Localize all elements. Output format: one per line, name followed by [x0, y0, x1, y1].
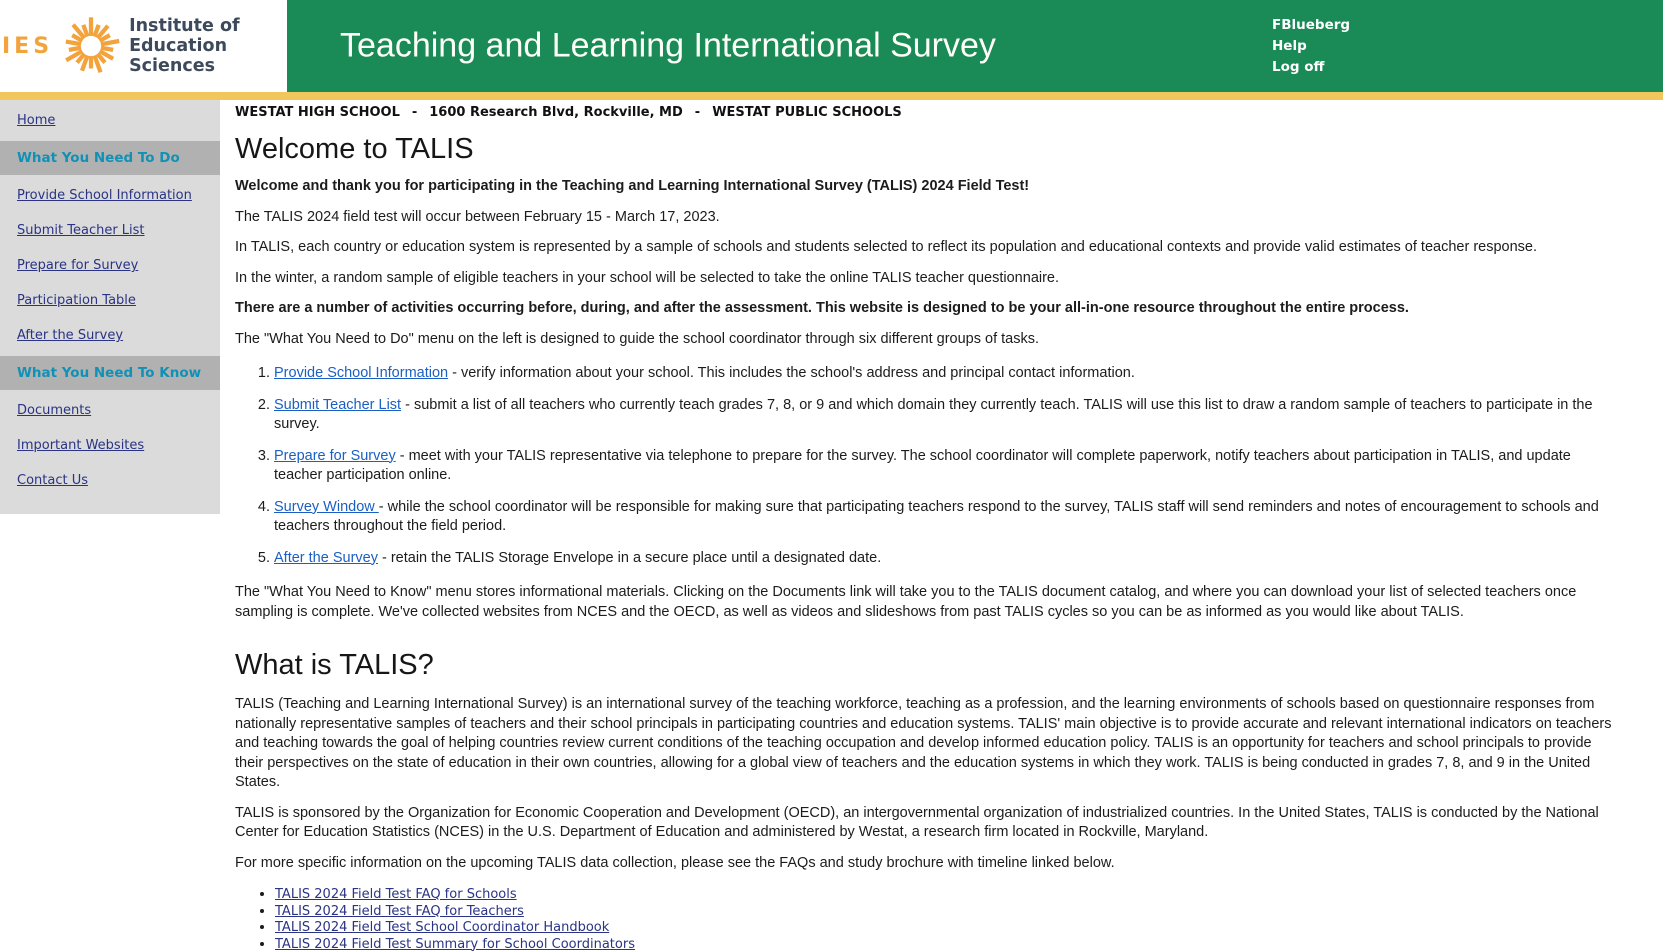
school-address: 1600 Research Blvd, Rockville, MD — [429, 105, 683, 120]
task-item — [274, 447, 1620, 486]
intro-paragraph-2: The TALIS 2024 field test will occur between February 15 - March 17, 2023. — [235, 208, 1620, 228]
page-title: Teaching and Learning International Survey — [340, 27, 996, 66]
school-banner — [235, 105, 1620, 120]
ies-org-line2: Education Sciences — [129, 36, 227, 76]
welcome-heading: Welcome to TALIS — [235, 133, 1620, 166]
what-is-talis-heading: What is TALIS? — [235, 649, 1620, 682]
what-is-paragraph-1: TALIS (Teaching and Learning International Survey) is an international survey of the teaching workforce, teaching as a profession, and the learning environments of schools based on questionnaire responses from nationally representative samples of teachers and their school principals in participating countries and education systems. TALIS' main objective is to provide accurate and relevant international indicators on teachers and teaching towards the goal of helping countries review current conditions of the teaching occupation and develop informed education policy. TALIS is an opportunity for teachers and school principals to provide their perspectives on the state of education in their own countries, allowing for a global view of teachers and the education systems in which they work. TALIS is being conducted in grades 7, 8, and 9 in the United States. — [235, 695, 1620, 793]
header-band — [287, 0, 1663, 92]
school-district: WESTAT PUBLIC SCHOOLS — [712, 105, 902, 120]
ies-sunburst-icon — [60, 15, 122, 77]
main-content — [235, 100, 1620, 952]
task-text: - submit a list of all teachers who currently teach grades 7, 8, or 9 and which domain they currently teach. TALIS will use this list to draw a random sample of teachers to participate in the survey. — [274, 397, 1593, 433]
ies-acronym-text: IES — [2, 34, 53, 59]
sidebar-item-home[interactable]: Home — [0, 103, 220, 138]
app-header — [0, 0, 1663, 92]
intro-paragraph-6: The "What You Need to Do" menu on the left is designed to guide the school coordinator through six different groups of tasks. — [235, 330, 1620, 350]
task-link-prepare-for-survey[interactable]: Prepare for Survey — [274, 448, 396, 464]
intro-paragraph-3: In TALIS, each country or education system is represented by a sample of schools and students selected to reflect its population and educational contexts and provide valid estimates of teacher response. — [235, 238, 1620, 258]
task-list — [235, 364, 1620, 568]
ies-org-name — [129, 16, 287, 76]
task-text: - verify information about your school. This includes the school's address and principal contact information. — [448, 365, 1135, 381]
intro-paragraph-1: Welcome and thank you for participating in the Teaching and Learning International Survey (TALIS) 2024 Field Test! — [235, 177, 1620, 197]
sidebar-item-important-websites[interactable]: Important Websites — [0, 428, 220, 463]
task-item — [274, 549, 1620, 569]
doc-link-faq-for-schools[interactable]: TALIS 2024 Field Test FAQ for Schools — [275, 887, 517, 902]
banner-separator: - — [695, 105, 700, 120]
accent-divider — [0, 92, 1663, 100]
sidebar-item-participation-table[interactable]: Participation Table — [0, 283, 220, 318]
task-item — [274, 498, 1620, 537]
help-link[interactable]: Help — [1272, 36, 1350, 57]
sidebar-item-contact-us[interactable]: Contact Us — [0, 463, 220, 498]
know-paragraph: The "What You Need to Know" menu stores informational materials. Clicking on the Documents link will take you to the TALIS document catalog, and where you can download your list of selected teachers once sampling is complete. We've collected websites from NCES and the OECD, as well as videos and slideshows from past TALIS cycles so you can be as informed as you would like about TALIS. — [235, 583, 1620, 622]
document-list-item — [275, 936, 1620, 952]
sidebar-item-documents[interactable]: Documents — [0, 393, 220, 428]
ies-logo[interactable] — [0, 0, 287, 92]
task-link-survey-window[interactable]: Survey Window — [274, 499, 379, 515]
sidebar-section-what-you-need-to-do: What You Need To Do — [0, 141, 220, 175]
what-is-paragraph-3: For more specific information on the upcoming TALIS data collection, please see the FAQs and study brochure with timeline linked below. — [235, 854, 1620, 874]
task-item — [274, 364, 1620, 384]
sidebar-nav — [0, 100, 220, 514]
document-list-item — [275, 903, 1620, 920]
logoff-link[interactable]: Log off — [1272, 57, 1350, 78]
task-link-provide-school-information[interactable]: Provide School Information — [274, 365, 448, 381]
sidebar-item-prepare-for-survey[interactable]: Prepare for Survey — [0, 248, 220, 283]
task-text: - while the school coordinator will be responsible for making sure that participating teachers respond to the survey, TALIS staff will send reminders and notes of encouragement to schools and teachers throughout the field period. — [274, 499, 1599, 535]
task-link-submit-teacher-list[interactable]: Submit Teacher List — [274, 397, 401, 413]
what-is-paragraph-2: TALIS is sponsored by the Organization for Economic Cooperation and Development (OECD), an intergovernmental organization of industrialized countries. In the United States, TALIS is conducted by the National Center for Education Statistics (NCES) in the U.S. Department of Education and administered by Westat, a research firm located in Rockville, Maryland. — [235, 804, 1620, 843]
intro-paragraph-4: In the winter, a random sample of eligible teachers in your school will be selected to take the online TALIS teacher questionnaire. — [235, 269, 1620, 289]
task-link-after-the-survey[interactable]: After the Survey — [274, 550, 378, 566]
document-list-item — [275, 919, 1620, 936]
task-text: - meet with your TALIS representative via telephone to prepare for the survey. The school coordinator will complete paperwork, notify teachers about participation in TALIS, and update teacher participation online. — [274, 448, 1571, 484]
username-link[interactable]: FBlueberg — [1272, 15, 1350, 36]
doc-link-summary-for-school-coordinators[interactable]: TALIS 2024 Field Test Summary for School Coordinators — [275, 937, 635, 952]
doc-link-school-coordinator-handbook[interactable]: TALIS 2024 Field Test School Coordinator Handbook — [275, 920, 609, 935]
ies-org-line1: Institute of — [129, 16, 240, 36]
sidebar-item-after-the-survey[interactable]: After the Survey — [0, 318, 220, 353]
sidebar-item-provide-school-information[interactable]: Provide School Information — [0, 178, 220, 213]
sidebar-section-what-you-need-to-know: What You Need To Know — [0, 356, 220, 390]
task-item — [274, 396, 1620, 435]
user-menu — [1272, 15, 1350, 78]
sidebar-item-submit-teacher-list[interactable]: Submit Teacher List — [0, 213, 220, 248]
school-name: WESTAT HIGH SCHOOL — [235, 105, 400, 120]
doc-link-faq-for-teachers[interactable]: TALIS 2024 Field Test FAQ for Teachers — [275, 904, 524, 919]
document-list-item — [275, 886, 1620, 903]
document-link-list — [235, 886, 1620, 952]
banner-separator: - — [412, 105, 417, 120]
task-text: - retain the TALIS Storage Envelope in a secure place until a designated date. — [378, 550, 881, 566]
intro-paragraph-5: There are a number of activities occurring before, during, and after the assessment. This website is designed to be your all-in-one resource throughout the entire process. — [235, 299, 1620, 319]
